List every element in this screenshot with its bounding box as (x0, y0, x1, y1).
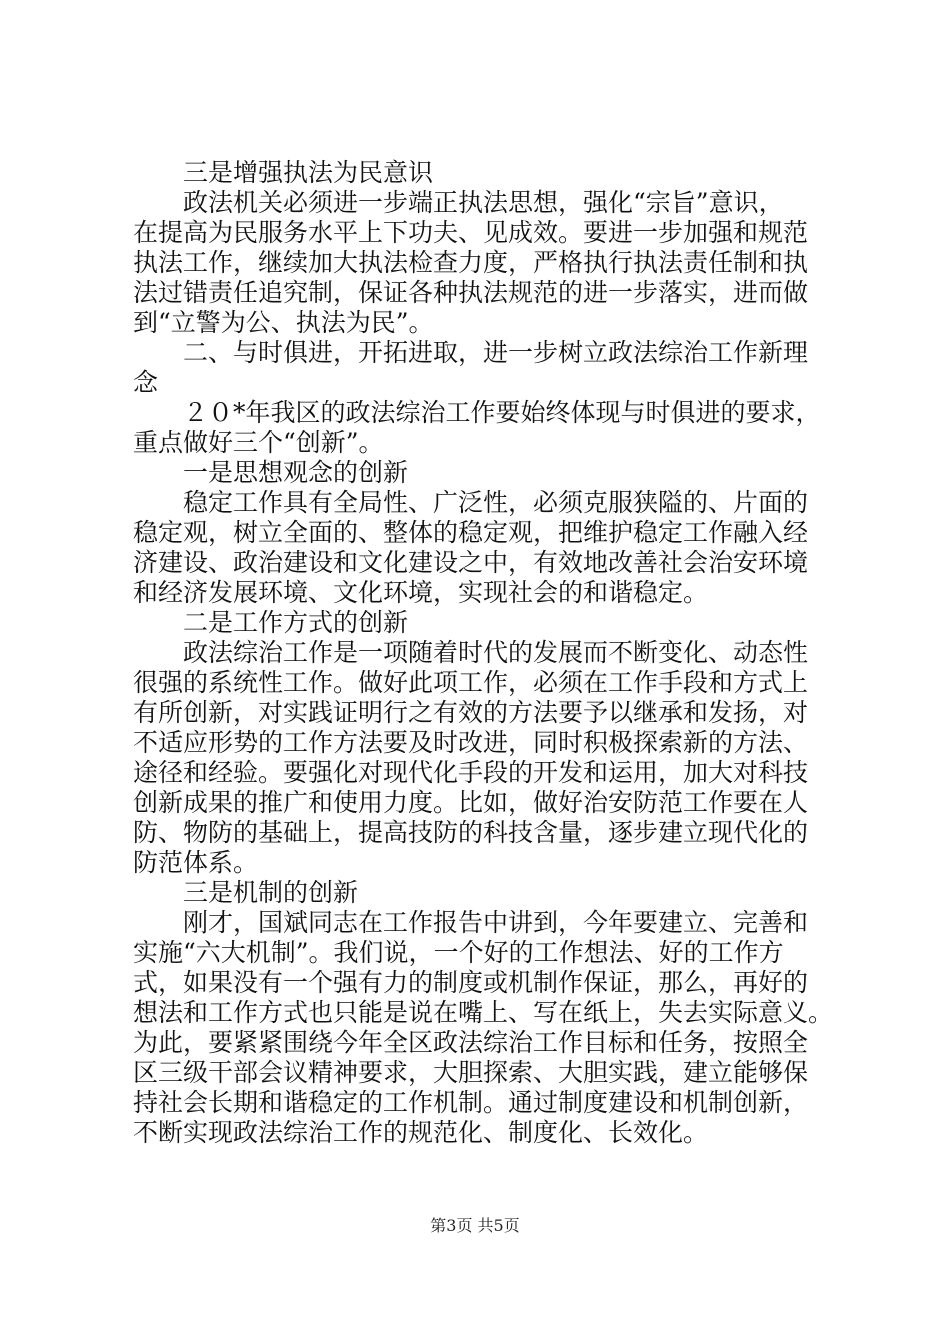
paragraph-line: 刚才，国斌同志在工作报告中讲到，今年要建立、完善和 (183, 908, 809, 937)
paragraph-line: 济建设、政治建设和文化建设之中，有效地改善社会治安环境 (133, 548, 809, 577)
paragraph-line: 政法机关必须进一步端正执法思想，强化“宗旨”意识， (183, 188, 784, 217)
paragraph-line: 执法工作，继续加大执法检查力度，严格执行执法责任制和执 (133, 248, 809, 277)
paragraph-line: 到“立警为公、执法为民”。 (133, 308, 434, 337)
paragraph-line: 创新成果的推广和使用力度。比如，做好治安防范工作要在人 (133, 788, 809, 817)
paragraph-line: 重点做好三个“创新”。 (133, 428, 384, 457)
paragraph-line: 很强的系统性工作。做好此项工作，必须在工作手段和方式上 (133, 668, 809, 697)
paragraph-line: 有所创新，对实践证明行之有效的方法要予以继承和发扬，对 (133, 698, 809, 727)
paragraph-line: 法过错责任追究制，保证各种执法规范的进一步落实，进而做 (133, 278, 809, 307)
paragraph-line: 为此，要紧紧围绕今年全区政法综治工作目标和任务，按照全 (133, 1028, 809, 1057)
paragraph-line: 区三级干部会议精神要求，大胆探索、大胆实践，建立能够保 (133, 1058, 809, 1087)
paragraph-line: 在提高为民服务水平上下功夫、见成效。要进一步加强和规范 (133, 218, 809, 247)
paragraph-line: 稳定观，树立全面的、整体的稳定观，把维护稳定工作融入经 (133, 518, 809, 547)
paragraph-line: 式，如果没有一个强有力的制度或机制作保证，那么，再好的 (133, 968, 809, 997)
section-heading: 念 (133, 368, 159, 397)
paragraph-line: 持社会长期和谐稳定的工作机制。通过制度建设和机制创新， (133, 1088, 809, 1117)
paragraph-line: 不断实现政法综治工作的规范化、制度化、长效化。 (133, 1118, 709, 1147)
paragraph-line: 不适应形势的工作方法要及时改进，同时积极探索新的方法、 (133, 728, 809, 757)
section-heading: 一是思想观念的创新 (183, 458, 409, 487)
section-heading: 二、与时俱进，开拓进取，进一步树立政法综治工作新理 (183, 338, 809, 367)
paragraph-line: 稳定工作具有全局性、广泛性，必须克服狭隘的、片面的 (183, 488, 809, 517)
paragraph-line: 途径和经验。要强化对现代化手段的开发和运用，加大对科技 (133, 758, 809, 787)
paragraph-line: 和经济发展环境、文化环境，实现社会的和谐稳定。 (133, 578, 709, 607)
paragraph-line: 防范体系。 (133, 848, 259, 877)
paragraph-line: 防、物防的基础上，提高技防的科技含量，逐步建立现代化的 (133, 818, 809, 847)
paragraph-line: 想法和工作方式也只能是说在嘴上、写在纸上，失去实际意义。 (133, 998, 834, 1027)
paragraph-line: ２０*年我区的政法综治工作要始终体现与时俱进的要求， (183, 398, 821, 427)
section-heading: 三是增强执法为民意识 (183, 158, 434, 187)
paragraph-line: 政法综治工作是一项随着时代的发展而不断变化、动态性 (183, 638, 809, 667)
section-heading: 三是机制的创新 (183, 878, 359, 907)
paragraph-line: 实施“六大机制”。我们说，一个好的工作想法、好的工作方 (133, 938, 784, 967)
section-heading: 二是工作方式的创新 (183, 608, 409, 637)
page-number-footer: 第3页 共5页 (430, 1216, 520, 1235)
